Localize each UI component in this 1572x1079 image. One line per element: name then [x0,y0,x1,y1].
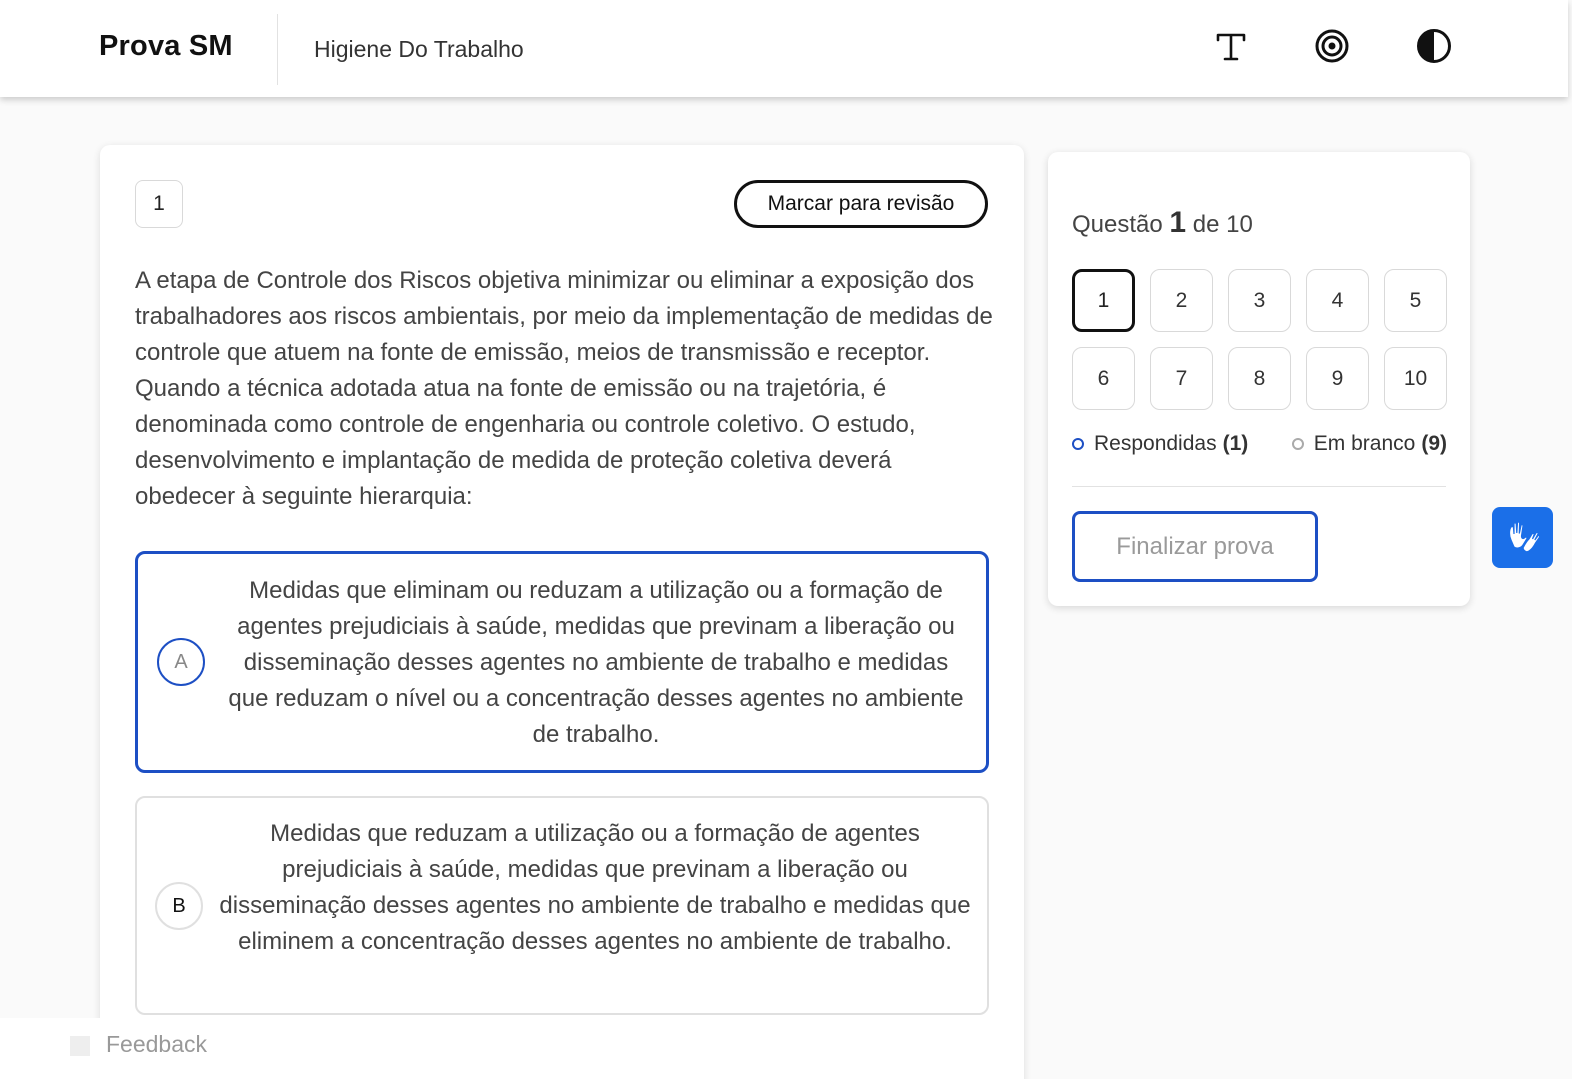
question-card [100,145,1024,1079]
option-text: Medidas que eliminam ou reduzam a utilização ou a formação de agentes prejudiciais à saúde, medidas que previnam a liberação ou disseminação desses agentes no ambiente de trabalho e medidas que reduzam o nível ou a concentração desses agentes no ambiente de trabalho. [228,577,964,748]
question-button-3[interactable]: 3 [1228,269,1291,332]
question-navigator [1048,152,1470,606]
option-letter: A [157,638,205,686]
finish-exam-button[interactable]: Finalizar prova [1072,511,1318,582]
blank-label: Em branco [1313,432,1416,455]
feedback-icon [70,1036,90,1056]
legend-answered [1072,432,1248,456]
question-number: 1 [135,180,183,228]
navigator-title [1072,206,1253,240]
answer-option-a[interactable] [135,551,989,773]
answered-count: (1) [1222,432,1249,455]
question-button-1[interactable]: 1 [1072,269,1135,332]
question-button-8[interactable]: 8 [1228,347,1291,410]
feedback-bar [0,1018,1024,1079]
mark-for-review-button[interactable]: Marcar para revisão [734,180,988,228]
question-button-9[interactable]: 9 [1306,347,1369,410]
question-button-4[interactable]: 4 [1306,269,1369,332]
title-prefix: Questão [1072,211,1163,238]
sign-language-button[interactable] [1492,507,1553,568]
header-divider [277,14,278,85]
current-question-number: 1 [1169,206,1187,239]
navigator-divider [1072,486,1446,487]
status-legend [1072,432,1447,456]
feedback-link[interactable]: Feedback [106,1031,208,1057]
blank-count: (9) [1421,432,1447,455]
text-size-icon[interactable] [1211,26,1251,66]
brand-logo-text: Prova SM [99,30,233,62]
question-text: A etapa de Controle dos Riscos objetiva minimizar ou eliminar a exposição dos trabalhadores aos riscos ambientais, por meio da implementação de medidas de controle que atuem na fonte de emissão, meios de transmissão e receptor. Quando a técnica adotada atua na fonte de emissão ou na trajetória, é denominada como controle de engenharia ou controle coletivo. O estudo, desenvolvimento e implantação de medida de proteção coletiva deverá obedecer à seguinte hierarquia: [135,267,993,510]
question-button-5[interactable]: 5 [1384,269,1447,332]
answered-dot-icon [1072,438,1084,450]
answered-label: Respondidas [1094,432,1217,455]
exam-subject: Higiene Do Trabalho [314,36,524,62]
question-button-2[interactable]: 2 [1150,269,1213,332]
blank-dot-icon [1292,438,1304,450]
sign-language-hands-icon [1503,518,1543,558]
question-button-6[interactable]: 6 [1072,347,1135,410]
legend-blank [1292,432,1447,456]
contrast-icon[interactable] [1414,26,1454,66]
question-grid [1072,269,1447,410]
answer-option-b[interactable] [135,796,989,1015]
title-suffix: de 10 [1192,211,1253,238]
target-icon[interactable] [1312,26,1352,66]
top-header [0,0,1568,97]
option-letter: B [155,882,203,930]
question-button-10[interactable]: 10 [1384,347,1447,410]
question-button-7[interactable]: 7 [1150,347,1213,410]
option-text: Medidas que reduzam a utilização ou a formação de agentes prejudiciais à saúde, medidas que previnam a liberação ou disseminação desses agentes no ambiente de trabalho e medidas que eliminem a concentração desses agentes no ambiente de trabalho. [219,820,971,955]
